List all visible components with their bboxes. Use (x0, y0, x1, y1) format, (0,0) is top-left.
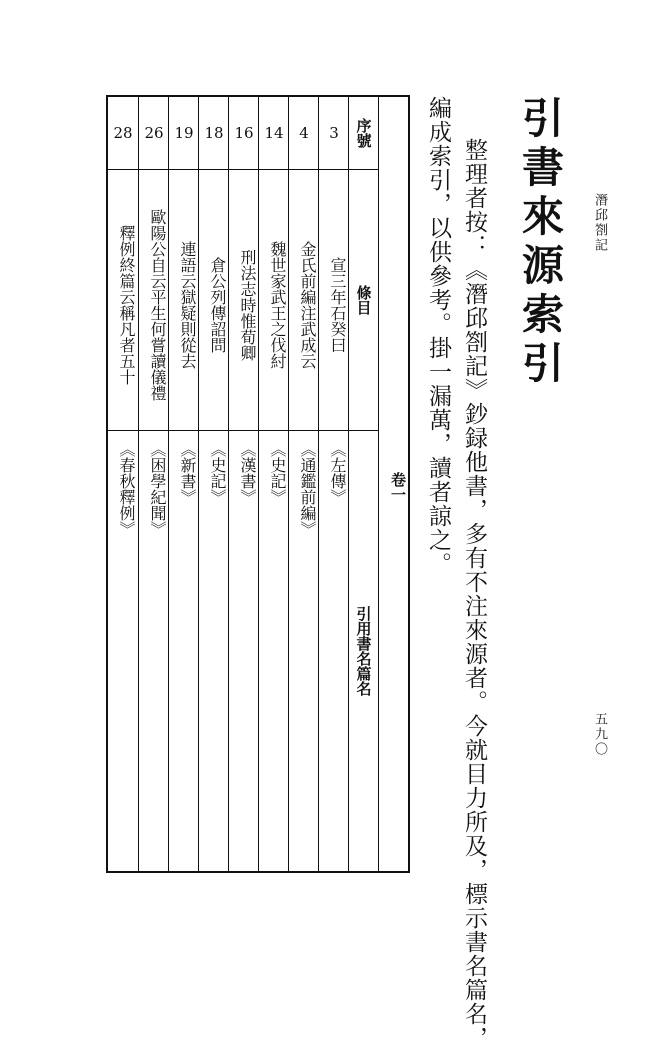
row-source: 《困學紀聞》 (148, 441, 167, 537)
table-row (138, 97, 169, 871)
row-source: 《新書》 (178, 441, 197, 505)
row-source: 《史記》 (268, 441, 287, 505)
table-row (198, 97, 229, 871)
page-title: 引書來源索引 (516, 96, 565, 390)
row-entry: 魏世家武王之伐紂 (259, 169, 289, 431)
page-number: 五九〇 (592, 712, 607, 757)
row-seq: 3 (319, 97, 349, 170)
row-seq: 26 (139, 97, 169, 170)
intro-line-2: 編成索引，以供參考。掛一漏萬，讀者諒之。 (425, 96, 451, 576)
volume-column (378, 97, 409, 871)
row-entry: 宣三年石癸曰 (319, 169, 349, 431)
row-seq: 18 (199, 97, 229, 170)
header-seq: 序號 (349, 97, 379, 170)
row-seq: 19 (169, 97, 199, 170)
row-entry: 連語云獄疑則從去 (169, 169, 199, 431)
table-row (168, 97, 199, 871)
row-entry: 歐陽公自云平生何嘗讀儀禮 (139, 169, 169, 431)
table-row (318, 97, 349, 871)
header-source: 引用書名篇名 (354, 606, 373, 696)
index-table (106, 95, 410, 873)
header-entry: 條目 (349, 169, 379, 431)
table-row (288, 97, 319, 871)
running-title: 潛邱劄記 (592, 193, 607, 253)
table-row (228, 97, 259, 871)
row-source: 《春秋釋例》 (117, 441, 136, 537)
row-entry: 釋例終篇云稱凡者五十 (108, 169, 138, 431)
table-header (348, 97, 379, 871)
row-source: 《左傳》 (328, 441, 347, 505)
row-seq: 28 (108, 97, 138, 170)
volume-label: 卷一 (389, 472, 407, 502)
intro-line-1: 整理者按：《潛邱劄記》鈔録他書，多有不注來源者。今就目力所及，標示書名篇名， (461, 138, 487, 1050)
row-entry: 倉公列傳詔問 (199, 169, 229, 431)
table-row (258, 97, 289, 871)
table-row (108, 97, 138, 871)
row-source: 《漢書》 (238, 441, 257, 505)
row-entry: 金氏前編注武成云 (289, 169, 319, 431)
row-source: 《通鑑前編》 (298, 441, 317, 537)
row-seq: 4 (289, 97, 319, 170)
row-source: 《史記》 (208, 441, 227, 505)
row-seq: 16 (229, 97, 259, 170)
row-seq: 14 (259, 97, 289, 170)
row-entry: 刑法志時惟荀卿 (229, 169, 259, 431)
